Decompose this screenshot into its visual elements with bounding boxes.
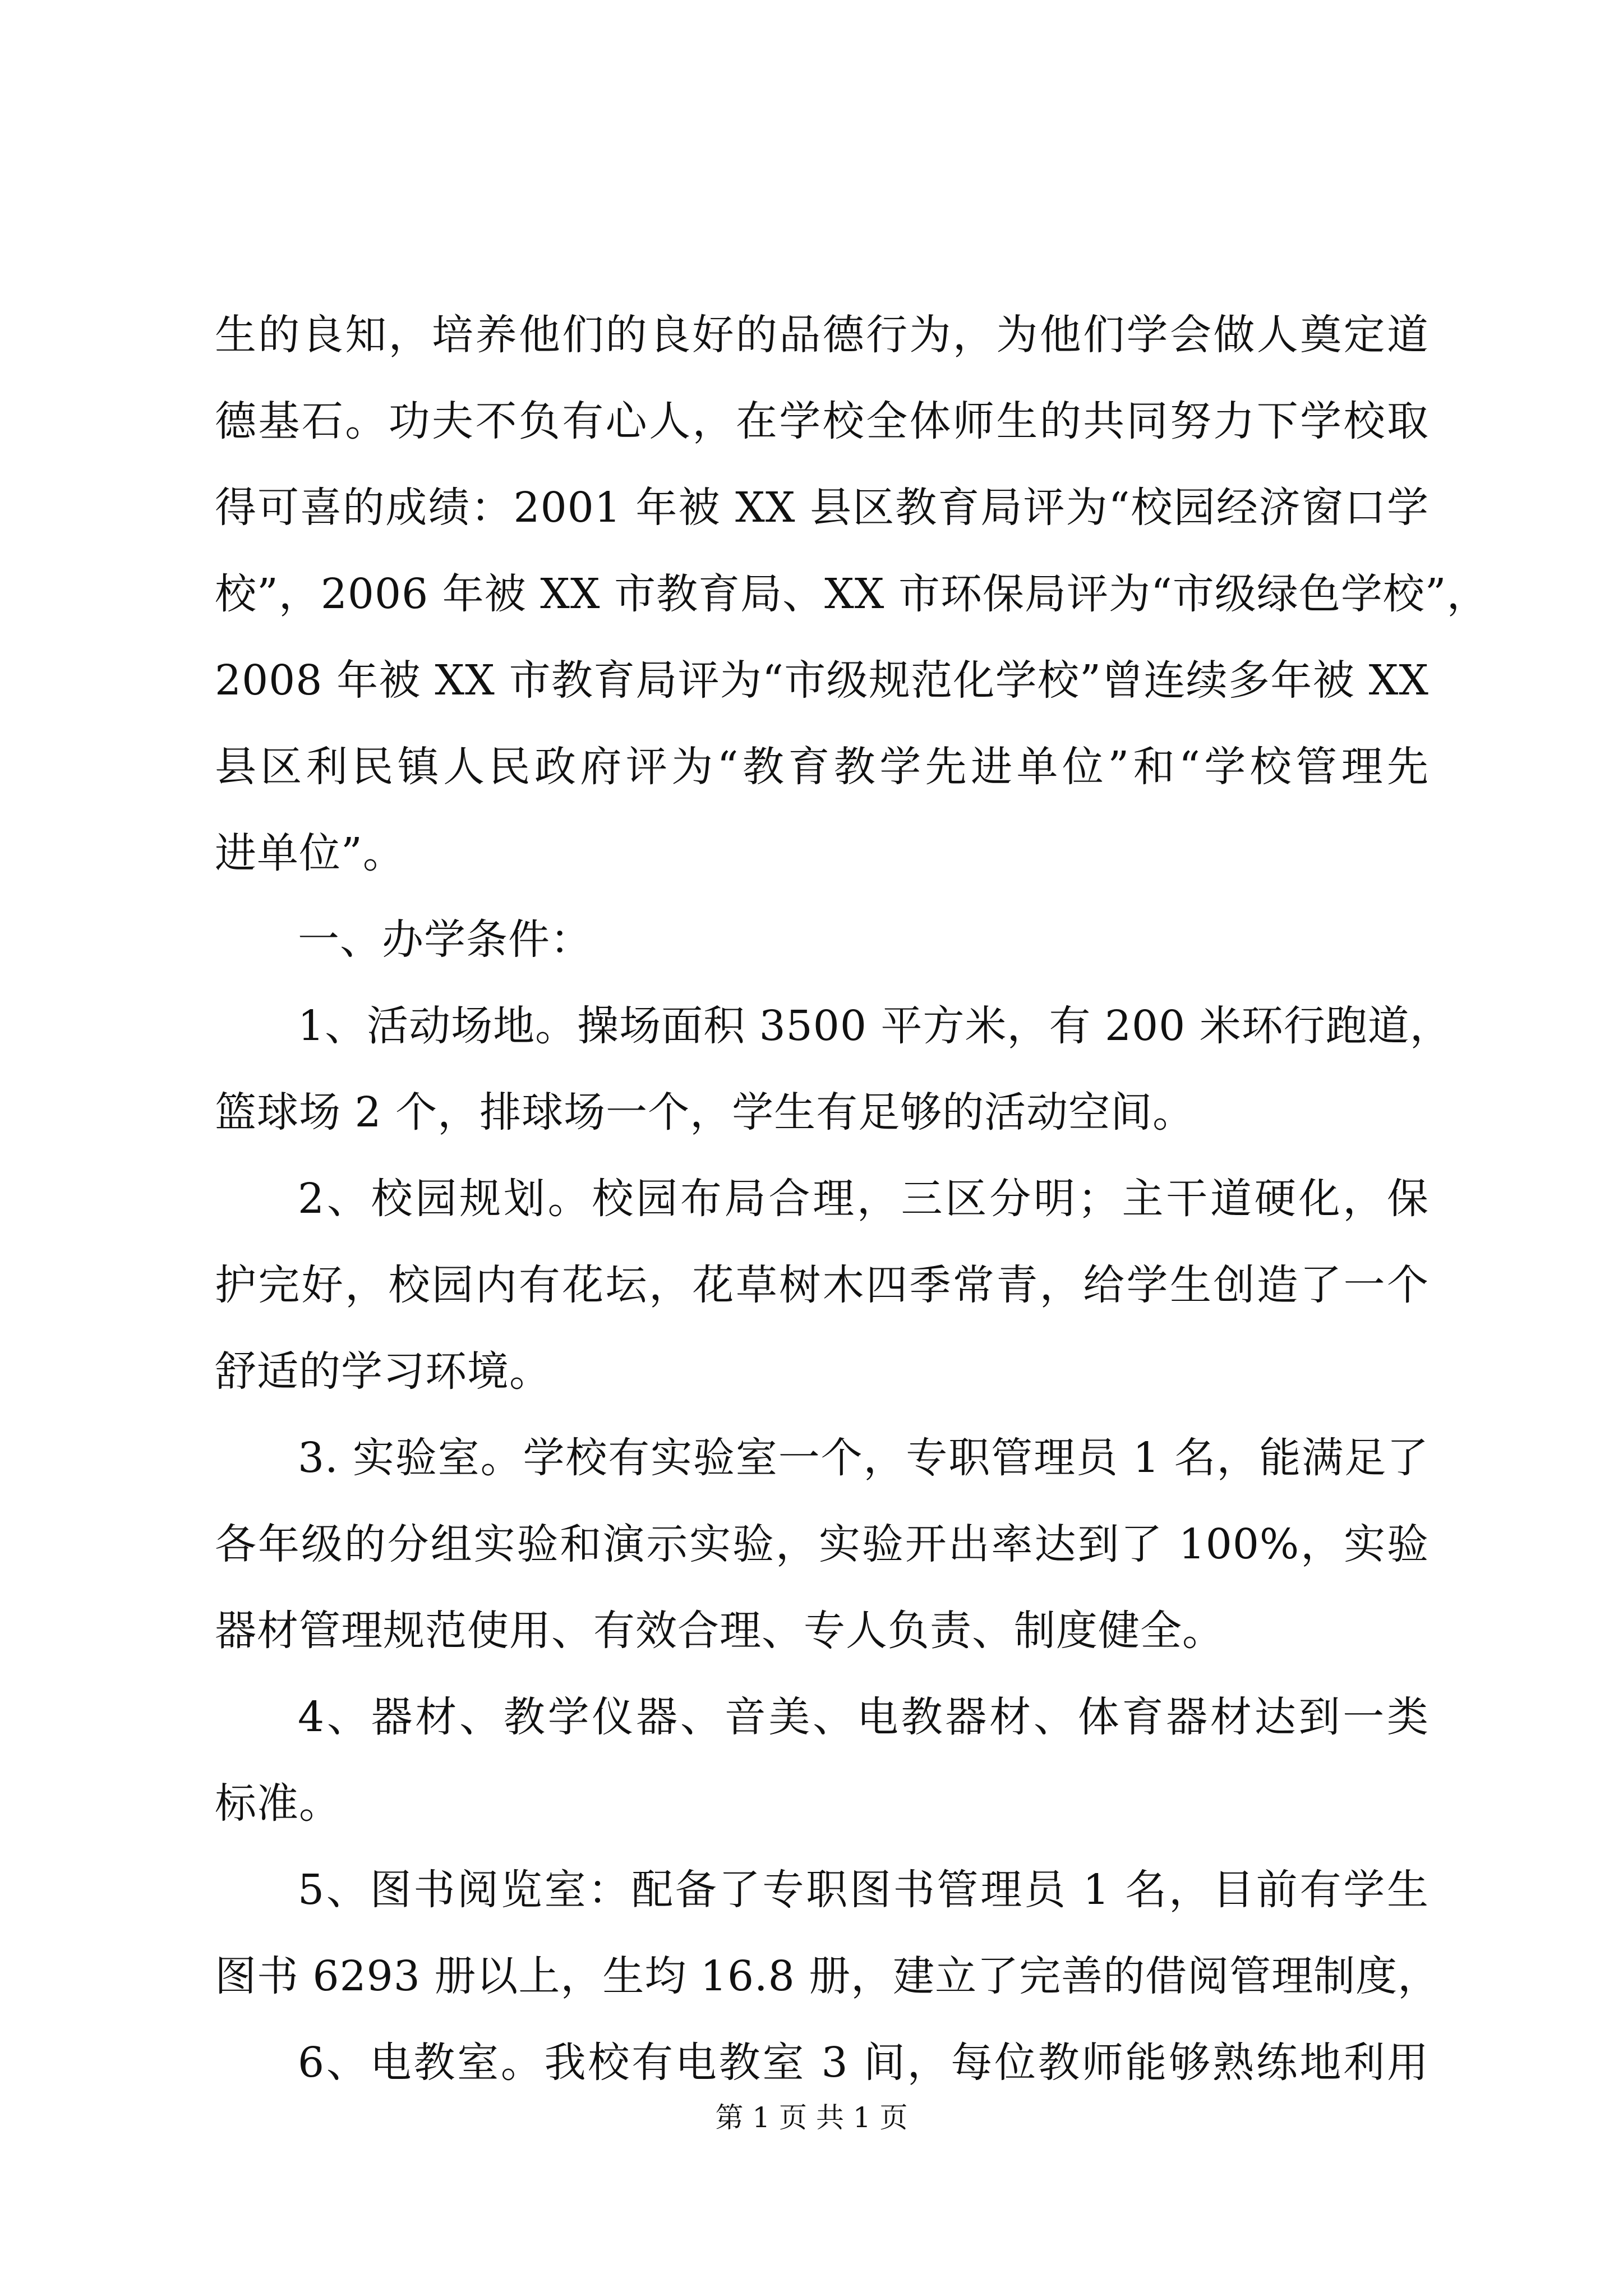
text-line: 德基石。功夫不负有心人，在学校全体师生的共同努力下学校取 <box>215 397 1429 445</box>
text-line: 器材管理规范使用、有效合理、专人负责、制度健全。 <box>215 1607 1224 1655</box>
section-heading: 一、办学条件： <box>298 915 592 964</box>
text-line: 6、电教室。我校有电教室 3 间，每位教师能够熟练地利用 <box>298 2039 1429 2087</box>
text-line: 护完好，校园内有花坛，花草树木四季常青，给学生创造了一个 <box>215 1261 1429 1309</box>
text-line: 各年级的分组实验和演示实验，实验开出率达到了 100%，实验 <box>215 1520 1429 1568</box>
text-line: 篮球场 2 个，排球场一个，学生有足够的活动空间。 <box>215 1088 1195 1137</box>
text-line: 舒适的学习环境。 <box>215 1347 551 1396</box>
text-line: 2、校园规划。校园布局合理，三区分明；主干道硬化，保 <box>298 1175 1429 1223</box>
text-line: 得可喜的成绩：2001 年被 XX 县区教育局评为“校园经济窗口学 <box>215 484 1429 532</box>
text-line: 校”，2006 年被 XX 市教育局、XX 市环保局评为“市级绿色学校”， <box>215 570 1489 618</box>
body-text <box>215 292 1489 2106</box>
text-line: 县区利民镇人民政府评为“教育教学先进单位”和“学校管理先 <box>215 743 1429 791</box>
text-line: 4、器材、教学仪器、音美、电教器材、体育器材达到一类 <box>298 1693 1429 1741</box>
text-line: 1、活动场地。操场面积 3500 平方米，有 200 米环行跑道， <box>298 1002 1452 1050</box>
text-line: 生的良知，培养他们的良好的品德行为，为他们学会做人奠定道 <box>215 311 1429 359</box>
text-line: 进单位”。 <box>215 829 405 877</box>
text-line: 3. 实验室。学校有实验室一个，专职管理员 1 名，能满足了 <box>298 1434 1429 1482</box>
text-line: 标准。 <box>215 1779 341 1828</box>
page-footer: 第 1 页 共 1 页 <box>715 2101 908 2134</box>
text-line: 图书 6293 册以上，生均 16.8 册，建立了完善的借阅管理制度， <box>215 1952 1440 2000</box>
text-line: 2008 年被 XX 市教育局评为“市级规范化学校”曾连续多年被 XX <box>215 656 1429 705</box>
text-line: 5、图书阅览室：配备了专职图书管理员 1 名，目前有学生 <box>298 1866 1429 1914</box>
